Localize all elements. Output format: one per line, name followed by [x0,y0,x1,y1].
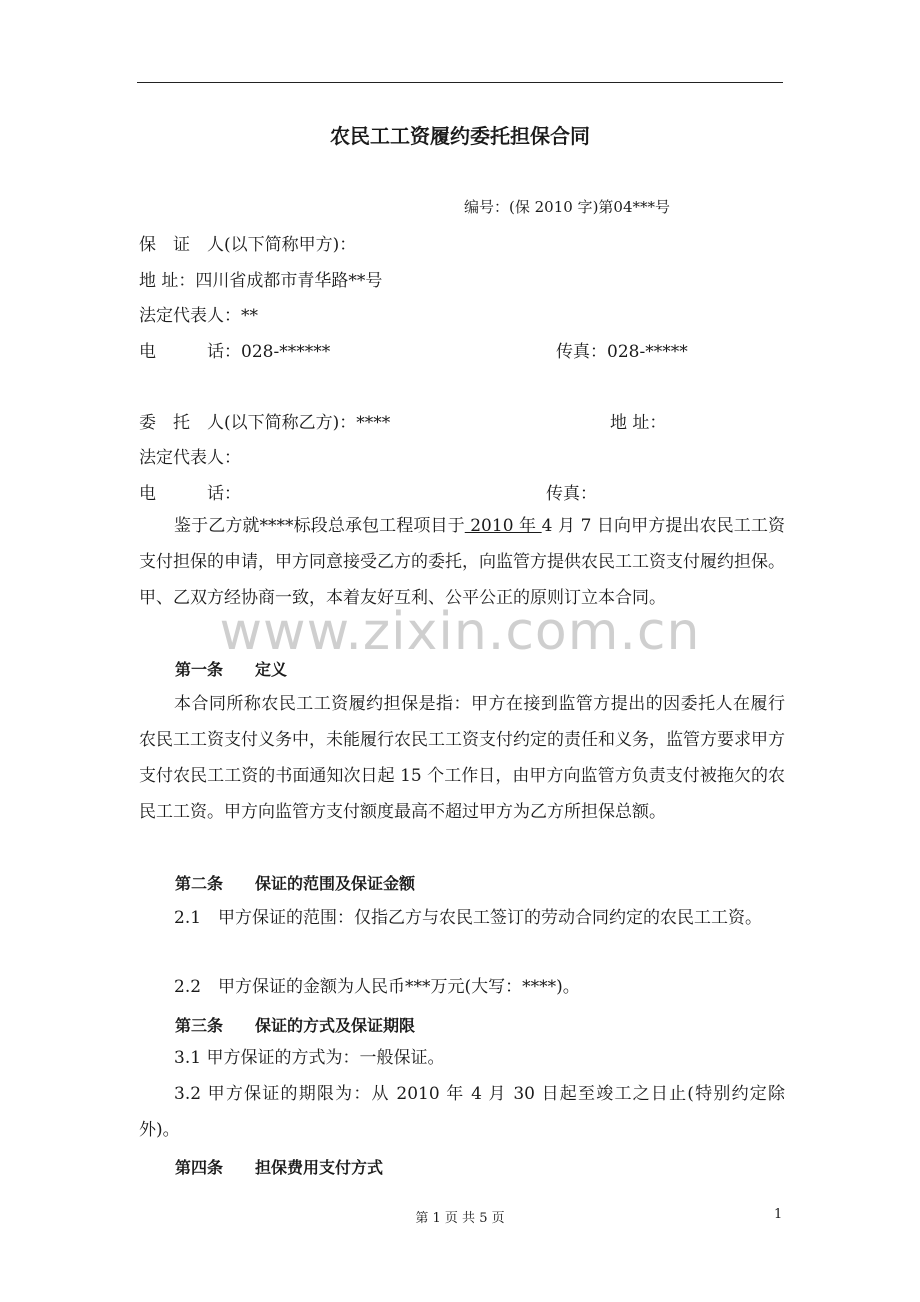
page-info: 第 1 页 共 5 页 [415,1211,505,1226]
client-phone: 电 话： [139,484,241,504]
intro-text-before: 鉴于乙方就****标段总承包工程项目于 [174,516,465,536]
guarantor-fax: 传真：028-***** [556,342,688,362]
article-3-item-2 [139,1076,785,1148]
client-rep: 法定代表人： [139,448,241,468]
article-2-item-1 [139,900,785,936]
guarantor-phone: 电 话：028-****** [139,342,331,362]
header-rule [137,82,783,83]
guarantor-address: 地 址：四川省成都市青华路**号 [139,271,383,291]
client-fax: 传真： [546,484,597,504]
article-3-heading: 第三条 保证的方式及保证期限 [175,1016,416,1035]
client-label: 委 托 人(以下简称乙方)：**** [139,413,391,433]
article-3-item-1 [139,1040,785,1076]
article-1-body [139,686,785,830]
watermark: www.zixin.com.cn [219,602,701,662]
guarantor-rep: 法定代表人：** [139,306,258,326]
intro-date-underlined: 2010 年 [464,516,542,536]
client-address: 地 址： [610,413,667,433]
article-2-item-1-text: 2.1 甲方保证的范围：仅指乙方与农民工签订的劳动合同约定的农民工工资。 [174,908,763,928]
article-1-text: 本合同所称农民工工资履约担保是指：甲方在接到监管方提出的因委托人在履行农民工工资支付义务中，未能履行农民工工资支付约定的责任和义务，监管方要求甲方支付农民工工资的书面通知次日起 15 个工作日，由甲方向监管方负责支付被拖欠的农民工工资。甲方向监管方支付额度最高不超过甲方为乙方所担保总额。 [139,694,785,822]
page-number: 1 [774,1207,783,1222]
guarantor-label: 保 证 人(以下简称甲方)： [139,235,357,255]
intro-paragraph [139,508,785,616]
article-3-item-2-text: 3.2 甲方保证的期限为：从 2010 年 4 月 30 日起至竣工之日止(特别约定除外)。 [139,1084,785,1140]
article-4-heading: 第四条 担保费用支付方式 [175,1158,384,1177]
article-1-heading: 第一条 定义 [175,660,288,679]
document-title: 农民工工资履约委托担保合同 [330,124,590,148]
intro-text-after: 4 月 7 日向甲方提出农民工工资支付担保的申请，甲方同意接受乙方的委托，向监管方提供农民工工资支付履约担保。甲、乙双方经协商一致，本着友好互利、公平公正的原则订立本合同。 [139,516,786,608]
article-2-item-2 [139,969,785,1005]
article-2-heading: 第二条 保证的范围及保证金额 [175,874,416,893]
article-2-item-2-text: 2.2 甲方保证的金额为人民币***万元(大写：****)。 [174,977,580,997]
contract-number: 编号：(保 2010 字)第04***号 [464,198,671,216]
article-3-item-1-text: 3.1 甲方保证的方式为：一般保证。 [174,1048,445,1068]
